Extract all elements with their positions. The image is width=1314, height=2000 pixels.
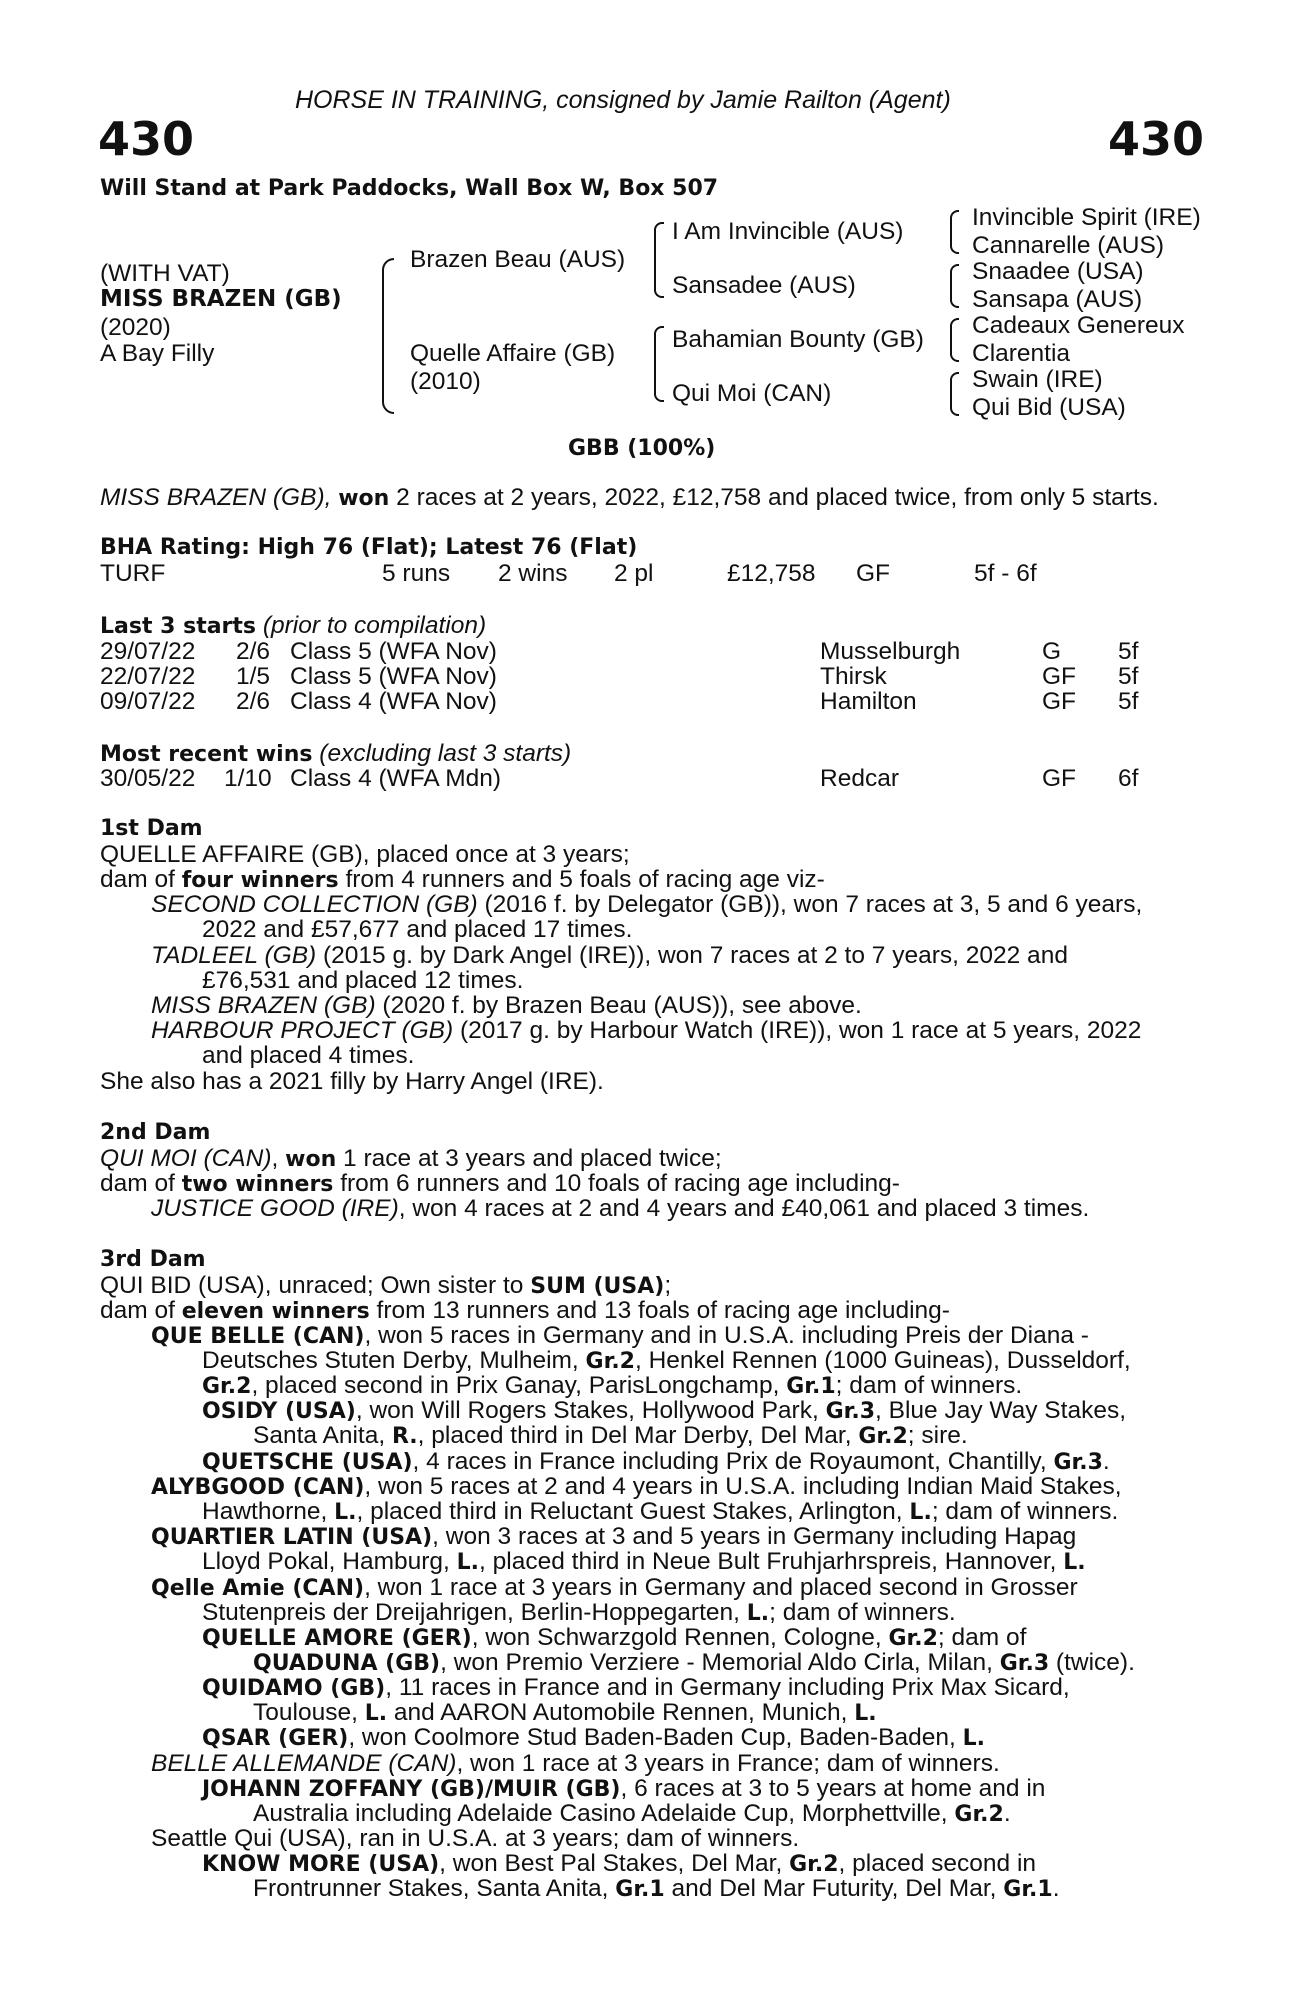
text-span: , won 1 race at 3 years in Germany and placed second in Grosser [364,1574,1078,1601]
text-span: ALYBGOOD (CAN) [151,1475,365,1500]
pedigree-dsd: Clarentia [972,340,1071,367]
dam3-line [100,1274,671,1299]
text-span: Deutsches Stuten Derby, Mulheim, [202,1347,586,1374]
dam1-line: QUELLE AFFAIRE (GB), placed once at 3 years; [100,841,630,868]
text-span: , won 5 races in Germany and in U.S.A. including Preis der Diana - [364,1322,1089,1349]
last3-course: Musselburgh [820,638,961,665]
text-span: and AARON Automobile Rennen, Munich, [387,1699,855,1726]
dam3-grandprogeny-cont [253,1877,1060,1902]
text-span: ; [664,1272,672,1299]
horse-year: (2020) [100,314,171,341]
dam2-line [100,1147,722,1172]
text-span: , 4 races in France including Prix de Royaumont, Chantilly, [412,1448,1054,1475]
text-span: TADLEEL (GB) [151,942,317,969]
text-span: HARBOUR PROJECT (GB) [151,1017,454,1044]
text-span: ; dam of [937,1624,1027,1651]
dam3-grandprogeny [202,1626,1026,1651]
recent-wins-heading [100,742,571,767]
text-span: Santa Anita, [253,1422,392,1449]
pedigree-sire-dam: Sansadee (AUS) [672,272,856,299]
text-span: QUARTIER LATIN (USA) [151,1525,433,1550]
text-span: QUADUNA (GB) [253,1651,441,1676]
last3-class: Class 5 (WFA Nov) [290,663,497,690]
dam1-line: She also has a 2021 filly by Harry Angel (IRE). [100,1068,604,1095]
race-summary [100,486,1159,511]
pedigree-brace-gen3-1 [950,210,959,254]
text-span: two winners [181,1172,334,1197]
last3-position: 2/6 [236,688,271,715]
text-span: four winners [181,868,339,893]
dam3-progeny-cont [202,1349,1131,1374]
vat-note: (WITH VAT) [100,260,230,287]
pedigree-dam-sire: Bahamian Bounty (GB) [672,326,924,353]
text-span: , Henkel Rennen (1000 Guineas), Dusseldorf, [634,1347,1131,1374]
text-span: Gr.3 [999,1651,1050,1676]
recent-going: GF [1042,765,1077,792]
text-span: , won 5 races at 2 and 4 years in U.S.A. including Indian Maid Stakes, [364,1473,1122,1500]
dam3-progeny [151,1752,1000,1777]
text-span: L. [962,1726,985,1751]
text-span: L. [909,1500,932,1525]
text-span: Gr.2 [789,1852,839,1877]
dam3-grandprogeny [202,1777,1045,1802]
rating-wins: 2 wins [498,560,568,587]
text-span: , placed second in [838,1850,1037,1877]
text-span: Qelle Amie (CAN) [151,1576,365,1601]
last3-date: 09/07/22 [100,688,196,715]
last3-going: GF [1042,688,1077,715]
text-span: L. [364,1701,388,1726]
dam3-grandprogeny-cont [253,1802,1011,1827]
text-span: , won 3 races at 3 and 5 years in Germany including Hapag [432,1523,1077,1550]
text-span: Stutenpreis der Dreijahrigen, Berlin-Hoppegarten, [202,1599,747,1626]
text-span: . [1102,1448,1110,1475]
dam1-progeny-cont: 2022 and £57,677 and placed 17 times. [202,916,633,943]
text-span: (twice). [1049,1649,1135,1676]
pedigree-dam-dam: Qui Moi (CAN) [672,380,832,407]
text-span: OSIDY (USA) [202,1399,356,1424]
pedigree-brace-gen3-2 [950,264,959,308]
text-span: ; dam of winners. [769,1599,956,1626]
pedigree-dam: Quelle Affaire (GB) [410,340,616,367]
dam3-progeny-cont [202,1550,1086,1575]
recent-course: Redcar [820,765,899,792]
pedigree-dds: Swain (IRE) [972,366,1103,393]
text-span: . [1052,1875,1060,1902]
text-span: dam of [100,866,182,893]
pedigree-sds: Snaadee (USA) [972,258,1144,285]
text-span: QUETSCHE (USA) [202,1450,413,1475]
last3-course: Hamilton [820,688,917,715]
dam3-progeny [151,1475,1122,1500]
text-span: Lloyd Pokal, Hamburg, [202,1548,457,1575]
last3-course: Thirsk [820,663,887,690]
pedigree-brace-main [382,258,394,414]
bha-rating-title: BHA Rating: High 76 (Flat); Latest 76 (Flat) [100,535,638,560]
text-span: , placed second in Prix Ganay, ParisLongchamp, [251,1372,787,1399]
pedigree-sire: Brazen Beau (AUS) [410,246,626,273]
text-span: , placed third in Neue Bult Fruhjarhrspreis, Hannover, [479,1548,1064,1575]
text-span: Gr.3 [1053,1450,1103,1475]
text-span: Most recent wins [100,742,313,767]
text-span: (2016 f. by Delegator (GB)), won 7 races at 3, 5 and 6 years, [477,891,1143,918]
dam3-grandprogeny [202,1726,985,1751]
text-span: (2020 f. by Brazen Beau (AUS)), see above. [375,992,862,1019]
dam3-progeny-cont [202,1500,1118,1525]
dam1-progeny [151,944,1068,969]
dam1-progeny-cont: £76,531 and placed 12 times. [202,967,524,994]
stand-location: Will Stand at Park Paddocks, Wall Box W, Box 507 [100,176,719,201]
last3-position: 1/5 [236,663,271,690]
dam3-progeny [151,1576,1078,1601]
text-span: , won 1 race at 3 years in France; dam of winners. [456,1750,1000,1777]
text-span: ; dam of winners. [931,1498,1119,1525]
dam1-line [100,868,825,893]
text-span: from 4 runners and 5 foals of racing age viz- [338,866,825,893]
dam3-grandprogeny [202,1676,1070,1701]
text-span: BELLE ALLEMANDE (CAN) [151,1750,457,1777]
text-span: Australia including Adelaide Casino Adelaide Cup, Morphettville, [253,1800,955,1827]
last3-distance: 5f [1118,663,1139,690]
rating-prize: £12,758 [727,560,816,587]
horse-name: MISS BRAZEN (GB) [100,286,342,312]
text-span: L. [334,1500,357,1525]
text-span: QUELLE AMORE (GER) [202,1626,472,1651]
text-span: won [338,486,390,511]
dam3-greatgrandprogeny [253,1651,1135,1676]
text-span: QSAR (GER) [202,1726,349,1751]
pedigree-dss: Cadeaux Genereux [972,312,1185,339]
text-span: Gr.2 [585,1349,635,1374]
text-span: ; sire. [907,1422,968,1449]
text-span: Toulouse, [253,1699,365,1726]
text-span: from 13 runners and 13 foals of racing age including- [369,1297,950,1324]
text-span: 1 race at 3 years and placed twice; [336,1145,722,1172]
dam1-progeny [151,893,1142,918]
text-span: Gr.2 [888,1626,938,1651]
text-span: Gr.1 [786,1374,836,1399]
last3-date: 29/07/22 [100,638,196,665]
text-span: and Del Mar Futurity, Del Mar, [664,1875,1004,1902]
text-span: QUI MOI (CAN) [100,1145,272,1172]
dam1-progeny-cont: and placed 4 times. [202,1042,415,1069]
consignment-line: HORSE IN TRAINING, consigned by Jamie Railton (Agent) [295,86,951,114]
text-span: Gr.2 [858,1424,908,1449]
dam2-heading: 2nd Dam [100,1120,211,1145]
last3-position: 2/6 [236,638,271,665]
text-span: KNOW MORE (USA) [202,1852,440,1877]
text-span: , won 4 races at 2 and 4 years and £40,061 and placed 3 times. [398,1195,1090,1222]
dam1-progeny [151,994,862,1019]
recent-class: Class 4 (WFA Mdn) [290,765,502,792]
dam3-progeny: Seattle Qui (USA), ran in U.S.A. at 3 years; dam of winners. [151,1825,800,1852]
text-span: won [285,1147,337,1172]
text-span: , placed third in Reluctant Guest Stakes, Arlington, [356,1498,910,1525]
text-span: L. [746,1601,770,1626]
rating-distance: 5f - 6f [974,560,1037,587]
dam3-heading: 3rd Dam [100,1247,206,1272]
text-span: SECOND COLLECTION (GB) [151,891,478,918]
dam1-heading: 1st Dam [100,816,203,841]
text-span: , won Schwarzgold Rennen, Cologne, [471,1624,889,1651]
pedigree-dam-year: (2010) [410,368,481,395]
pedigree-brace-gen3-4 [950,372,959,416]
text-span: , Blue Jay Way Stakes, [875,1397,1127,1424]
last3-going: GF [1042,663,1077,690]
text-span: from 6 runners and 10 foals of racing age including- [333,1170,900,1197]
last3-going: G [1042,638,1062,665]
text-span: L. [854,1701,877,1726]
text-span: Frontrunner Stakes, Santa Anita, [253,1875,616,1902]
dam3-progeny-cont [202,1601,956,1626]
text-span: Gr.2 [202,1374,252,1399]
text-span: SUM (USA) [530,1274,665,1299]
horse-description: A Bay Filly [100,340,215,367]
text-span: , 6 races at 3 to 5 years at home and in [620,1775,1046,1802]
dam3-progeny [151,1324,1089,1349]
text-span: JOHANN ZOFFANY (GB)/MUIR (GB) [202,1777,621,1802]
recent-date: 30/05/22 [100,765,196,792]
text-span: ; dam of winners. [835,1372,1023,1399]
dam2-progeny [151,1197,1089,1222]
rating-placed: 2 pl [614,560,654,587]
text-span: , 11 races in France and in Germany including Prix Max Sicard, [385,1674,1070,1701]
text-span: . [1003,1800,1011,1827]
last3-distance: 5f [1118,638,1139,665]
text-span: dam of [100,1297,182,1324]
dam3-progeny [151,1525,1076,1550]
gbb-rating: GBB (100%) [568,436,716,461]
last3-class: Class 5 (WFA Nov) [290,638,497,665]
text-span: QUI BID (USA), unraced; Own sister to [100,1272,531,1299]
last3-heading [100,614,486,639]
text-span: Gr.1 [615,1877,665,1902]
text-span: Gr.3 [825,1399,876,1424]
text-span: , won Will Rogers Stakes, Hollywood Park, [355,1397,826,1424]
dam3-grandprogeny-cont [253,1701,877,1726]
text-span: (2015 g. by Dark Angel (IRE)), won 7 races at 2 to 7 years, 2022 and [316,942,1068,969]
pedigree-sdd: Sansapa (AUS) [972,286,1143,313]
text-span: (excluding last 3 starts) [319,740,572,767]
text-span: , placed third in Del Mar Derby, Del Mar, [417,1422,859,1449]
text-span: , won Best Pal Stakes, Del Mar, [439,1850,790,1877]
dam1-progeny [151,1019,1141,1044]
dam2-line [100,1172,900,1197]
recent-position: 1/10 [224,765,272,792]
pedigree-sire-sire: I Am Invincible (AUS) [672,218,904,245]
pedigree-sss: Invincible Spirit (IRE) [972,204,1201,231]
dam3-grandprogeny [202,1399,1126,1424]
dam3-line [100,1299,950,1324]
text-span: Gr.2 [954,1802,1004,1827]
lot-number-left: 430 [98,112,195,166]
text-span: Last 3 starts [100,614,257,639]
lot-number-right: 430 [1107,112,1204,166]
text-span: QUE BELLE (CAN) [151,1324,365,1349]
dam3-grandprogeny-cont [253,1424,968,1449]
rating-runs: 5 runs [382,560,451,587]
rating-going: GF [856,560,891,587]
text-span: QUIDAMO (GB) [202,1676,386,1701]
last3-class: Class 4 (WFA Nov) [290,688,497,715]
text-span: , won Coolmore Stud Baden-Baden Cup, Baden-Baden, [348,1724,963,1751]
dam3-grandprogeny [202,1450,1110,1475]
text-span: 2 races at 2 years, 2022, £12,758 and placed twice, from only 5 starts. [396,484,1159,511]
text-span: MISS BRAZEN (GB) [151,992,376,1019]
text-span: (2017 g. by Harbour Watch (IRE)), won 1 race at 5 years, 2022 [453,1017,1142,1044]
last3-distance: 5f [1118,688,1139,715]
pedigree-brace-dam [654,326,664,402]
text-span: L. [1063,1550,1086,1575]
text-span: , won Premio Verziere - Memorial Aldo Cirla, Milan, [440,1649,1000,1676]
text-span: Hawthorne, [202,1498,335,1525]
text-span: dam of [100,1170,182,1197]
text-span: MISS BRAZEN (GB), [100,484,332,511]
text-span: L. [456,1550,480,1575]
text-span: eleven winners [181,1299,370,1324]
dam3-grandprogeny [202,1852,1036,1877]
recent-distance: 6f [1118,765,1139,792]
text-span: , [271,1145,286,1172]
pedigree-brace-gen3-3 [950,318,959,362]
rating-surface: TURF [100,560,166,587]
last3-date: 22/07/22 [100,663,196,690]
text-span: Gr.1 [1003,1877,1053,1902]
pedigree-brace-sire [654,222,664,298]
text-span: (prior to compilation) [262,612,487,639]
pedigree-ssd: Cannarelle (AUS) [972,232,1164,259]
pedigree-ddd: Qui Bid (USA) [972,394,1126,421]
dam3-progeny-cont [202,1374,1022,1399]
text-span: R. [391,1424,418,1449]
text-span: JUSTICE GOOD (IRE) [151,1195,399,1222]
